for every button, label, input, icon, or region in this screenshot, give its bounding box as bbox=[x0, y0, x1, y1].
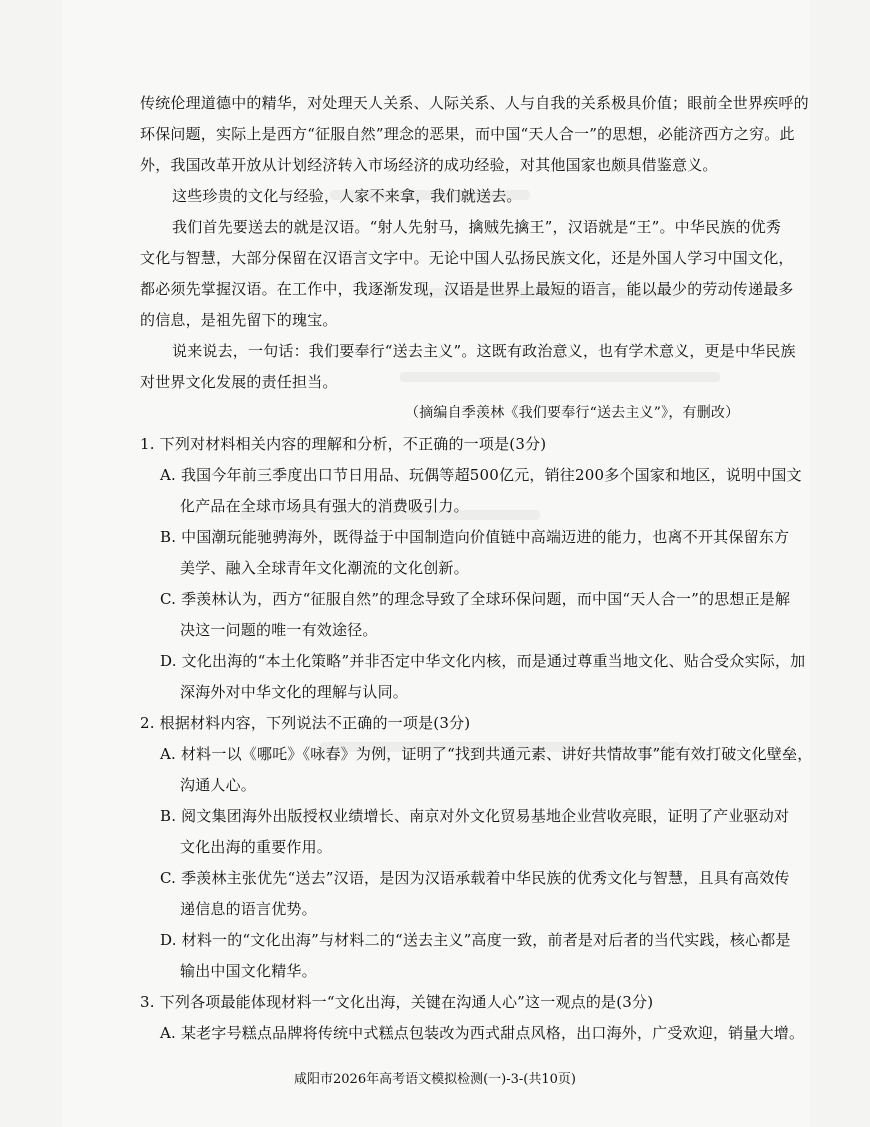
passage-line: 环保问题，实际上是西方“征服自然”理念的恶果，而中国“天人合一”的思想，必能济西方之穷。此 bbox=[140, 125, 795, 143]
q2-option-c-cont: 递信息的语言优势。 bbox=[180, 900, 317, 918]
question-2-stem: 2. 根据材料内容，下列说法不正确的一项是(3分) bbox=[140, 714, 471, 732]
q2-option-d: D. 材料一的“文化出海”与材料二的“送去主义”高度一致，前者是对后者的当代实践，核心都是 bbox=[160, 931, 791, 949]
q1-option-c: C. 季羡林认为，西方“征服自然”的理念导致了全球环保问题，而中国“天人合一”的思想正是解 bbox=[160, 590, 791, 608]
q1-option-b: B. 中国潮玩能驰骋海外，既得益于中国制造向价值链中高端迈进的能力，也离不开其保留东方 bbox=[160, 528, 790, 546]
q2-option-c: C. 季羡林主张优先“送去”汉语，是因为汉语承载着中华民族的优秀文化与智慧，且具有高效传 bbox=[160, 869, 790, 887]
q1-option-d: D. 文化出海的“本土化策略”并非否定中华文化内核，而是通过尊重当地文化、贴合受众实际，加 bbox=[160, 652, 806, 670]
passage-line: 的信息，是祖先留下的瑰宝。 bbox=[140, 311, 338, 329]
question-1-stem: 1. 下列对材料相关内容的理解和分析，不正确的一项是(3分) bbox=[140, 435, 547, 453]
question-3-stem: 3. 下列各项最能体现材料一“文化出海，关键在沟通人心”这一观点的是(3分) bbox=[140, 993, 654, 1011]
q3-option-a: A. 某老字号糕点品牌将传统中式糕点包装改为西式甜点风格，出口海外，广受欢迎，销量大增。 bbox=[160, 1024, 805, 1042]
passage-line: 文化与智慧，大部分保留在汉语言文字中。无论中国人弘扬民族文化，还是外国人学习中国文化， bbox=[140, 249, 794, 267]
passage-line: 对世界文化发展的责任担当。 bbox=[140, 373, 338, 391]
q2-option-b: B. 阅文集团海外出版授权业绩增长、南京对外文化贸易基地企业营收亮眼，证明了产业驱动对 bbox=[160, 807, 790, 825]
passage-line: 外，我国改革开放从计划经济转入市场经济的成功经验，对其他国家也颇具借鉴意义。 bbox=[140, 156, 718, 174]
q2-option-a-cont: 沟通人心。 bbox=[180, 776, 257, 794]
q2-option-a: A. 材料一以《哪吒》《咏春》为例，证明了“找到共通元素、讲好共情故事”能有效打破文化壁垒， bbox=[160, 745, 813, 763]
q2-option-d-cont: 输出中国文化精华。 bbox=[180, 962, 317, 980]
q1-option-c-cont: 决这一问题的唯一有效途径。 bbox=[180, 621, 378, 639]
q1-option-a-cont: 化产品在全球市场具有强大的消费吸引力。 bbox=[180, 497, 469, 515]
q1-option-b-cont: 美学、融入全球青年文化潮流的文化创新。 bbox=[180, 559, 469, 577]
passage-line: 都必须先掌握汉语。在工作中，我逐渐发现，汉语是世界上最短的语言，能以最少的劳动传递最多 bbox=[140, 280, 794, 298]
passage-line: 我们首先要送去的就是汉语。“射人先射马，擒贼先擒王”，汉语就是“王”。中华民族的优秀 bbox=[172, 218, 782, 236]
bleed-through-mark bbox=[400, 372, 720, 382]
passage-line: 传统伦理道德中的精华，对处理天人关系、人际关系、人与自我的关系极具价值；眼前全世界疾呼的 bbox=[140, 94, 809, 112]
q1-option-a: A. 我国今年前三季度出口节日用品、玩偶等超500亿元，销往200多个国家和地区，说明中国文 bbox=[160, 466, 802, 484]
passage-line: 这些珍贵的文化与经验，人家不来拿，我们就送去。 bbox=[172, 187, 522, 205]
page-footer: 咸阳市2026年高考语文模拟检测(一)-3-(共10页) bbox=[294, 1072, 576, 1087]
q2-option-b-cont: 文化出海的重要作用。 bbox=[180, 838, 333, 856]
q1-option-d-cont: 深海外对中华文化的理解与认同。 bbox=[180, 683, 409, 701]
source-citation: （摘编自季羡林《我们要奉行“送去主义”》，有删改） bbox=[405, 405, 740, 421]
passage-line: 说来说去，一句话：我们要奉行“送去主义”。这既有政治意义，也有学术意义，更是中华民族 bbox=[172, 342, 796, 360]
